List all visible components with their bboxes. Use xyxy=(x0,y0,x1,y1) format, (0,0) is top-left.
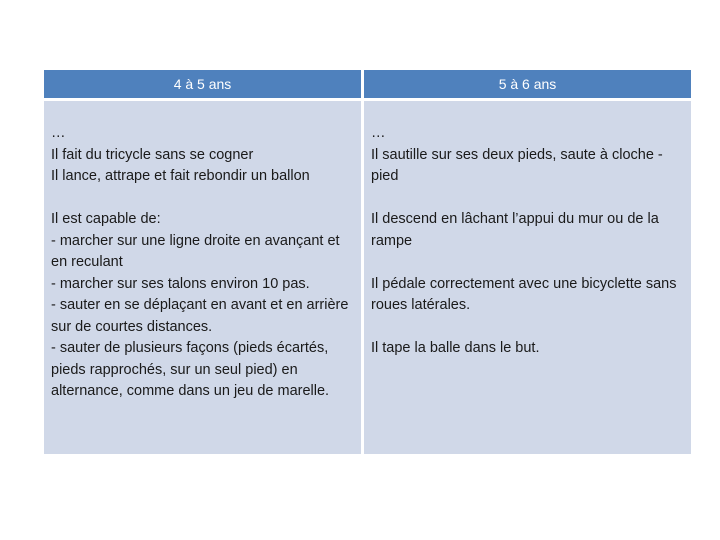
ellipsis-text: … xyxy=(371,125,386,141)
skill-text: Il fait du tricycle sans se cogner xyxy=(51,146,254,163)
development-table xyxy=(44,70,691,454)
skill-text: - marcher sur une ligne droite en avançant et en reculant xyxy=(51,232,340,270)
cell-4-5-ans xyxy=(44,101,361,454)
skill-text: Il lance, attrape et fait rebondir un ballon xyxy=(51,168,310,184)
paragraph-gap xyxy=(371,188,685,210)
skill-text: Il tape la balle dans le but. xyxy=(371,340,540,356)
skill-text: Il pédale correctement avec une bicyclette sans roues latérales. xyxy=(371,275,677,313)
skill-intro-text: Il est capable de: xyxy=(51,211,161,227)
paragraph-gap xyxy=(371,252,685,274)
skill-text: - sauter en se déplaçant en avant et en arrière sur de courtes distances. xyxy=(51,297,349,335)
column-header-4-5: 4 à 5 ans xyxy=(44,70,361,98)
skill-text: - marcher sur ses talons environ 10 pas. xyxy=(51,275,310,292)
skill-text: Il descend en lâchant l’appui du mur ou de la rampe xyxy=(371,211,659,249)
column-header-5-6: 5 à 6 ans xyxy=(364,70,691,98)
skill-text: Il sautille sur ses deux pieds, saute à cloche -pied xyxy=(371,146,663,184)
column-divider xyxy=(361,70,364,454)
skill-text: - sauter de plusieurs façons (pieds écartés, pieds rapprochés, sur un seul pied) en alternance, comme dans un jeu de marelle. xyxy=(51,340,330,399)
paragraph-gap xyxy=(51,188,355,210)
paragraph-gap xyxy=(371,317,685,339)
cell-5-6-ans xyxy=(364,101,691,454)
ellipsis-text: … xyxy=(51,125,66,141)
